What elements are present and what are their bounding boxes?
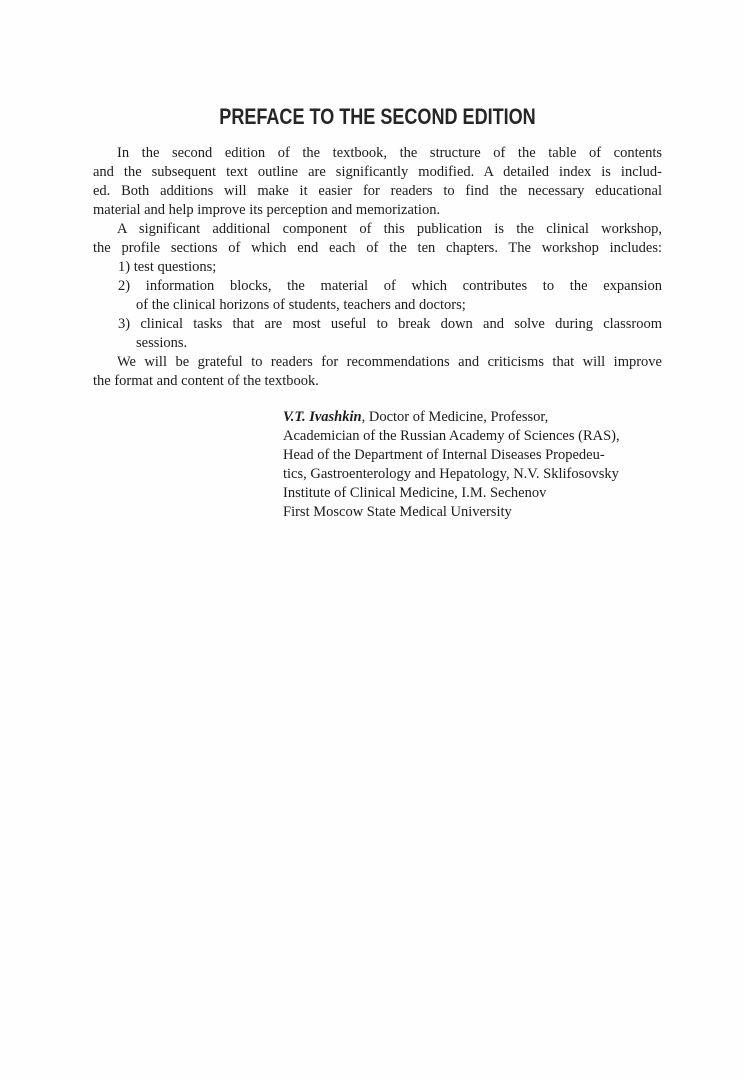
text-line: Head of the Department of Internal Diseases Propedeu-	[283, 447, 605, 463]
text-line: ed. Both additions will make it easier for readers to find the necessary educational	[93, 183, 662, 199]
list-item-text: test questions;	[133, 259, 217, 275]
text-line: A significant additional component of this publication is the clinical workshop,	[117, 221, 662, 237]
text-line: We will be grateful to readers for recommendations and criticisms that will improve	[117, 354, 662, 370]
text-line	[93, 315, 662, 334]
text-line: In the second edition of the textbook, the structure of the table of contents	[117, 145, 662, 161]
list-item-test-questions	[93, 258, 662, 277]
text-line	[283, 408, 662, 427]
paragraph-workshop	[93, 220, 662, 258]
list-marker: 2)	[118, 278, 131, 294]
text-line: the format and content of the textbook.	[93, 373, 319, 389]
text-line: Academician of the Russian Academy of Sciences (RAS),	[283, 428, 620, 444]
text-line: sessions.	[136, 335, 188, 351]
text-line	[93, 277, 662, 296]
text-line: tics, Gastroenterology and Hepatology, N.V. Sklifosovsky	[283, 466, 619, 482]
list-item-information-blocks	[93, 277, 662, 315]
text-line: First Moscow State Medical University	[283, 504, 512, 520]
author-name: V.T. Ivashkin	[283, 409, 362, 425]
text-line: and the subsequent text outline are significantly modified. A detailed index is includ-	[93, 164, 662, 180]
list-item-clinical-tasks	[93, 315, 662, 353]
paragraph-closing	[93, 353, 662, 391]
list-item-text: clinical tasks that are most useful to break down and solve during classroom	[140, 316, 662, 332]
paragraph-intro	[93, 144, 662, 220]
signature-block	[283, 408, 662, 522]
text-block	[93, 104, 662, 522]
list-marker: 3)	[118, 316, 131, 332]
text-line: Institute of Clinical Medicine, I.M. Sechenov	[283, 485, 547, 501]
text-line: of the clinical horizons of students, teachers and doctors;	[136, 297, 466, 313]
list-marker: 1)	[118, 259, 131, 275]
numbered-list	[93, 258, 662, 353]
text-line	[93, 258, 662, 277]
list-item-text: information blocks, the material of which contributes to the expansion	[145, 278, 662, 294]
text-line: material and help improve its perception and memorization.	[93, 202, 441, 218]
text-line: the profile sections of which end each of the ten chapters. The workshop includes:	[93, 240, 662, 256]
author-titles: , Doctor of Medicine, Professor,	[361, 409, 549, 425]
page-title: PREFACE TO THE SECOND EDITION	[219, 104, 536, 129]
